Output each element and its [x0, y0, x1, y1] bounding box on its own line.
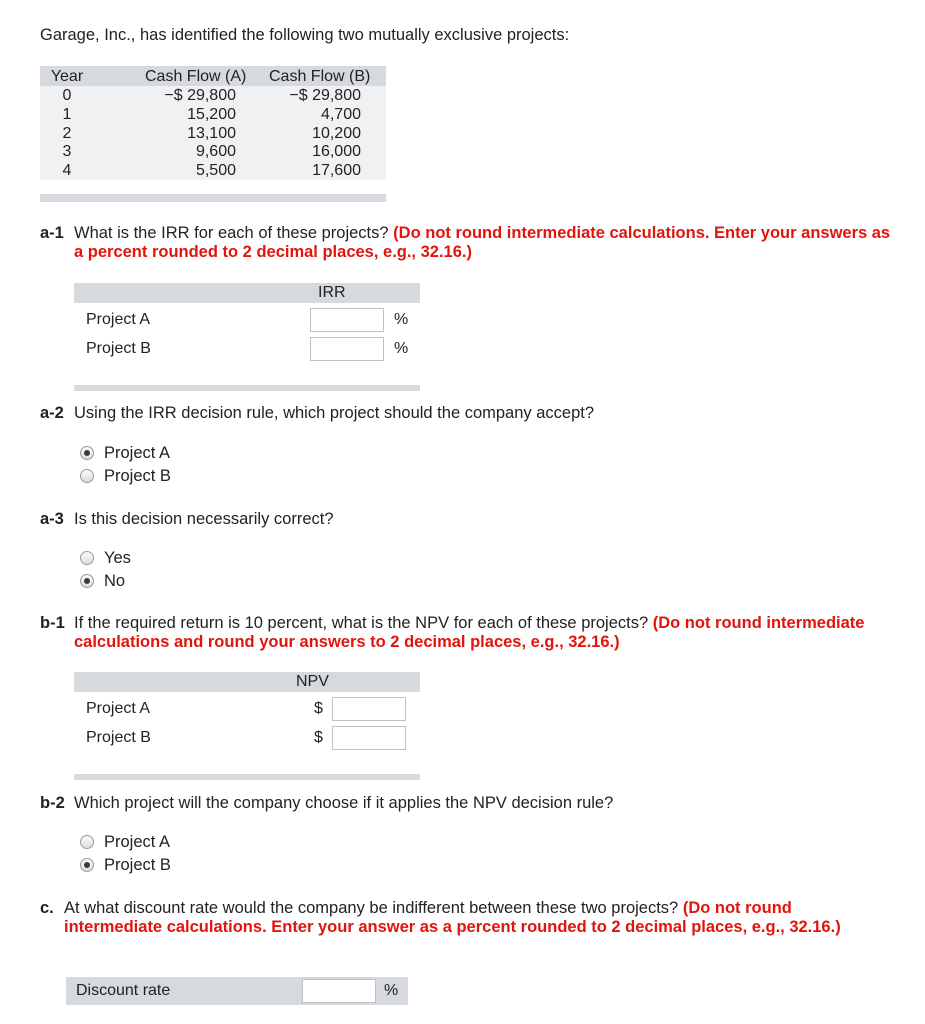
- cell-cash-flow-a: 15,200: [187, 105, 236, 123]
- question-number: a-3: [40, 510, 64, 528]
- irr-input-project-b[interactable]: [310, 337, 384, 361]
- cash-flow-header: [40, 66, 386, 86]
- irr-row-project-b: [74, 334, 420, 363]
- question-number: b-2: [40, 794, 65, 812]
- row-label: Project B: [86, 340, 151, 357]
- irr-row-project-a: [74, 305, 420, 334]
- cell-cash-flow-b: 4,700: [320, 105, 361, 123]
- cell-cash-flow-a: 13,100: [187, 124, 236, 142]
- question-number: b-1: [40, 614, 65, 632]
- npv-input-project-b[interactable]: [332, 726, 406, 750]
- irr-col-header: IRR: [318, 284, 346, 301]
- percent-unit: %: [394, 340, 409, 357]
- question-text: If the required return is 10 percent, what is the NPV for each of these projects?: [74, 614, 649, 632]
- irr-input-project-a[interactable]: [310, 308, 384, 332]
- radio-selected-icon[interactable]: [80, 446, 94, 460]
- npv-row-project-a: [74, 694, 420, 723]
- question-text: Which project will the company choose if it applies the NPV decision rule?: [74, 794, 614, 812]
- discount-rate-input[interactable]: [302, 979, 376, 1003]
- cash-flow-table: [40, 66, 386, 202]
- question-a2: [40, 404, 892, 423]
- npv-input-project-a[interactable]: [332, 697, 406, 721]
- cell-cash-flow-b: 16,000: [312, 143, 361, 161]
- question-text: What is the IRR for each of these projects?: [74, 224, 389, 242]
- instruction-text: (Do not round intermediate calculations. Enter your answers as a percent rounded to 2 decimal places, e.g., 32.16.): [74, 224, 891, 261]
- radio-label: No: [104, 572, 126, 590]
- radio-label: Project B: [104, 856, 171, 874]
- irr-table: [74, 283, 420, 391]
- table-footer-bar: [74, 774, 420, 780]
- row-label: Project B: [86, 729, 151, 746]
- question-text: Using the IRR decision rule, which project should the company accept?: [74, 404, 595, 422]
- irr-header: [74, 283, 420, 303]
- radio-label: Project B: [104, 467, 171, 485]
- radio-label: Yes: [104, 549, 131, 567]
- npv-col-header: NPV: [296, 673, 329, 690]
- cell-cash-flow-a: −$ 29,800: [164, 87, 236, 104]
- instruction-text: (Do not round intermediate calculations. Enter your answer as a percent rounded to 2 decimal places, e.g., 32.16.): [64, 899, 841, 936]
- table-footer-bar: [74, 385, 420, 391]
- instruction-text: (Do not round intermediate calculations and round your answers to 2 decimal places, e.g., 32.16.): [74, 614, 865, 651]
- question-a1: [40, 224, 892, 262]
- npv-table: [74, 672, 420, 780]
- dollar-unit: $: [314, 700, 323, 717]
- question-c: [40, 899, 892, 937]
- cash-flow-body: [40, 86, 386, 180]
- cell-cash-flow-b: 10,200: [312, 124, 361, 142]
- radio-label: Project A: [104, 833, 171, 851]
- cell-cash-flow-b: −$ 29,800: [289, 87, 361, 104]
- npv-header: [74, 672, 420, 692]
- cell-year: 4: [62, 162, 72, 180]
- cell-cash-flow-b: 17,600: [312, 162, 361, 180]
- question-text: Is this decision necessarily correct?: [74, 510, 334, 528]
- row-label: Project A: [86, 311, 151, 328]
- question-a3: [40, 510, 892, 529]
- row-label: Project A: [86, 700, 151, 717]
- radio-selected-icon[interactable]: [80, 858, 94, 872]
- dollar-unit: $: [314, 729, 323, 746]
- question-number: c.: [40, 899, 54, 917]
- question-number: a-2: [40, 404, 64, 422]
- radio-unselected-icon[interactable]: [80, 835, 94, 849]
- table-footer-bar: [40, 194, 386, 202]
- radio-unselected-icon[interactable]: [80, 469, 94, 483]
- cell-cash-flow-a: 9,600: [195, 143, 236, 161]
- cell-year: 0: [62, 87, 72, 104]
- cell-year: 3: [62, 143, 72, 161]
- npv-row-project-b: [74, 723, 420, 752]
- discount-rate-row: [66, 977, 408, 1005]
- question-b2: [40, 794, 892, 813]
- question-b1: [40, 614, 892, 652]
- header-year: Year: [50, 68, 84, 85]
- cell-year: 1: [62, 105, 72, 123]
- radio-label: Project A: [104, 444, 171, 462]
- question-text: At what discount rate would the company be indifferent between these two projects?: [64, 899, 679, 917]
- radio-unselected-icon[interactable]: [80, 551, 94, 565]
- header-cash-flow-a: Cash Flow (A): [145, 68, 247, 85]
- radio-selected-icon[interactable]: [80, 574, 94, 588]
- cell-year: 2: [62, 124, 72, 142]
- percent-unit: %: [384, 982, 399, 999]
- row-label: Discount rate: [76, 982, 171, 999]
- header-cash-flow-b: Cash Flow (B): [269, 68, 371, 85]
- intro-text: Garage, Inc., has identified the following two mutually exclusive projects:: [40, 26, 570, 44]
- cell-cash-flow-a: 5,500: [195, 162, 236, 180]
- question-number: a-1: [40, 224, 64, 242]
- percent-unit: %: [394, 311, 409, 328]
